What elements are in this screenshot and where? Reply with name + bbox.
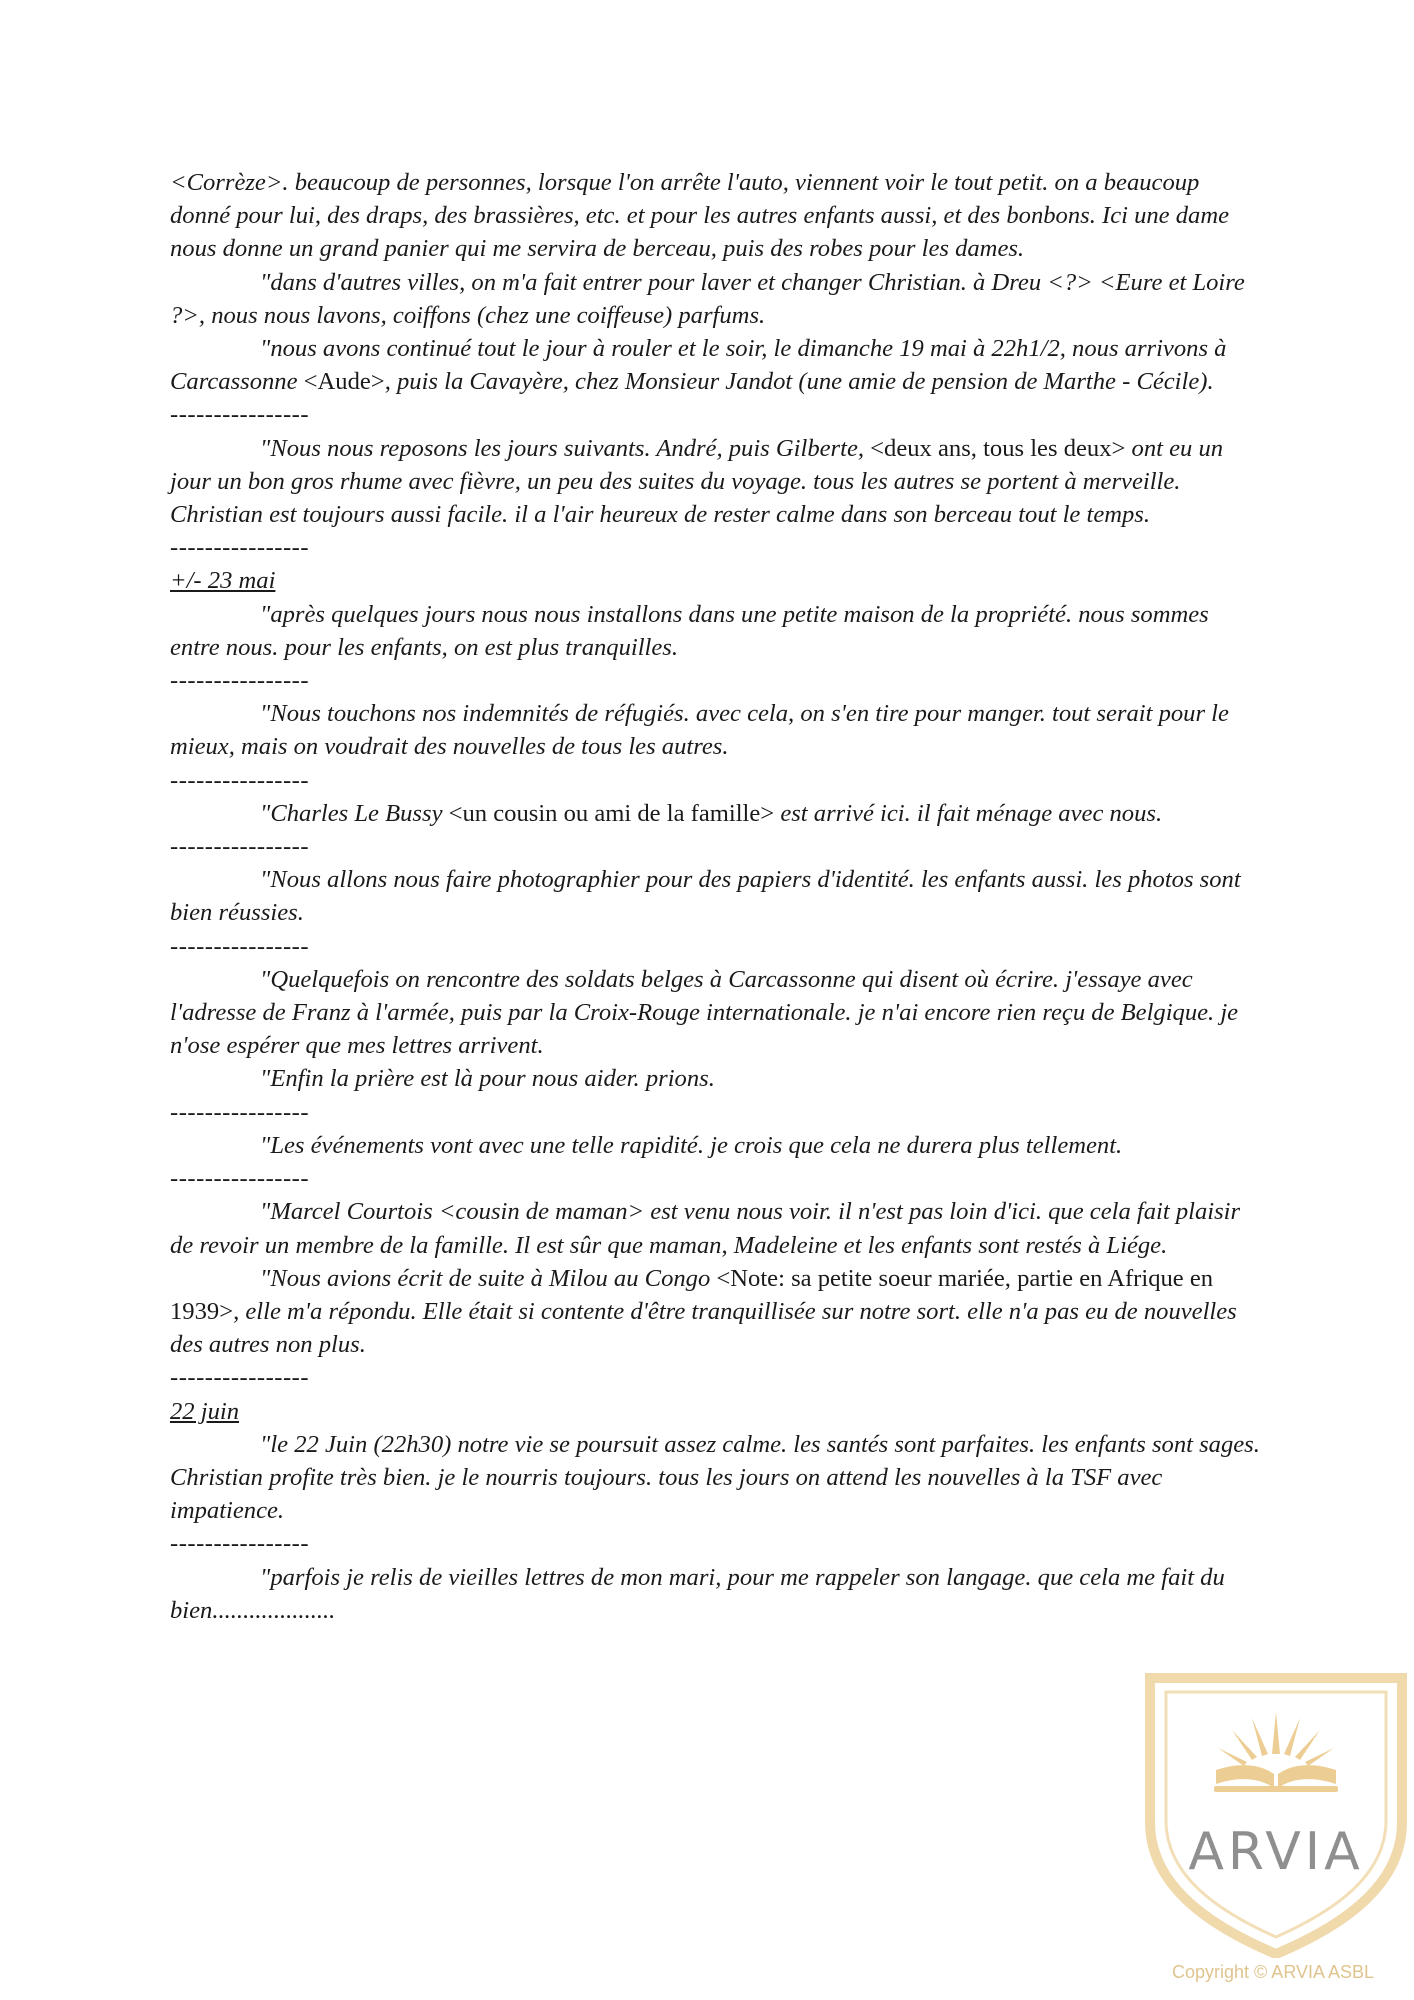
text-run: "Nous nous reposons les jours suivants. André, puis Gilberte, bbox=[260, 434, 871, 462]
text-run: , elle m'a répondu. Elle était si contente d'être tranquillisée sur notre sort. elle n'a pas eu de nouvelles des autres non plus. bbox=[170, 1297, 1237, 1359]
paragraph bbox=[170, 797, 1260, 830]
text-run: est arrivé ici. il fait ménage avec nous. bbox=[774, 799, 1163, 827]
text-run: ont eu un jour un bon gros rhume avec fièvre, un peu des suites du voyage. tous les autres se portent à merveille. Christian est toujours aussi facile. il a l'air heureux de rester calme dans son berceau tout le temps. bbox=[170, 434, 1224, 529]
text-run: "dans d'autres villes, on m'a fait entrer pour laver et changer Christian. à Dreu <?> <Eure et Loire ?>, nous nous lavons, coiffons (chez une coiffeuse) parfums. bbox=[170, 268, 1245, 329]
paragraph bbox=[170, 1062, 1260, 1095]
paragraph bbox=[170, 332, 1260, 398]
editor-note: <Note: sa petite soeur mariée, partie en Afrique en 1939> bbox=[170, 1264, 1214, 1325]
paragraph bbox=[170, 598, 1260, 664]
text-run: "après quelques jours nous nous installons dans une petite maison de la propriété. nous sommes entre nous. pour les enfants, on est plus tranquilles. bbox=[170, 600, 1209, 661]
separator-line: ---------------- bbox=[170, 1530, 310, 1558]
separator-line: ---------------- bbox=[170, 1165, 310, 1193]
paragraph bbox=[170, 1262, 1260, 1362]
separator-line: ---------------- bbox=[170, 667, 310, 695]
editor-note: <deux ans, tous les deux> bbox=[870, 434, 1126, 462]
document-body bbox=[170, 166, 1260, 1627]
date-heading: +/- 23 mai bbox=[170, 567, 276, 595]
text-run: "Nous touchons nos indemnités de réfugiés. avec cela, on s'en tire pour manger. tout serait pour le mieux, mais on voudrait des nouvelles de tous les autres. bbox=[170, 700, 1229, 761]
paragraph bbox=[170, 963, 1260, 1063]
text-run: "le 22 Juin (22h30) notre vie se poursuit assez calme. les santés sont parfaites. les enfants sont sages. Christian profite très bien. je le nourris toujours. tous les jours on attend les nouvelles à la TSF avec impatience. bbox=[170, 1430, 1260, 1525]
separator-line: ---------------- bbox=[170, 833, 310, 861]
arvia-shield-logo bbox=[1140, 1672, 1412, 1958]
paragraph bbox=[170, 1561, 1260, 1627]
separator-line: ---------------- bbox=[170, 1098, 310, 1126]
text-run: "Nous allons nous faire photographier pour des papiers d'identité. les enfants aussi. les photos sont bien réussies. bbox=[170, 866, 1241, 927]
text-run: "Nous avions écrit de suite à Milou au Congo bbox=[260, 1264, 717, 1292]
paragraph bbox=[170, 1428, 1260, 1528]
paragraph bbox=[170, 1195, 1260, 1261]
separator-line: ---------------- bbox=[170, 1364, 310, 1392]
separator-line: ---------------- bbox=[170, 534, 310, 562]
text-run: "Les événements vont avec une telle rapidité. je crois que cela ne durera plus tellement. bbox=[260, 1131, 1123, 1159]
separator-line: ---------------- bbox=[170, 766, 310, 794]
copyright-notice: Copyright © ARVIA ASBL bbox=[1172, 1962, 1375, 1982]
text-run: , puis la Cavayère, chez Monsieur Jandot (une amie de pension de Marthe - Cécile). bbox=[384, 368, 1214, 396]
text-run: "nous avons continué tout le jour à rouler et le soir, le dimanche 19 mai à 22h1/2, nous arrivons à Carcassonne bbox=[170, 335, 1227, 396]
paragraph bbox=[170, 697, 1260, 763]
text-run: "Enfin la prière est là pour nous aider. prions. bbox=[260, 1065, 715, 1093]
paragraph bbox=[170, 266, 1260, 332]
date-heading: 22 juin bbox=[170, 1397, 240, 1425]
text-run: "Quelquefois on rencontre des soldats belges à Carcassonne qui disent où écrire. j'essaye avec l'adresse de Franz à l'armée, puis par la Croix-Rouge internationale. je n'ai encore rien reçu de Belgique. je n'ose espérer que mes lettres arrivent. bbox=[170, 965, 1239, 1060]
text-run: "Marcel Courtois <cousin de maman> est venu nous voir. il n'est pas loin d'ici. que cela fait plaisir de revoir un membre de la famille. Il est sûr que maman, Madeleine et les enfants sont restés à Liége. bbox=[170, 1198, 1241, 1259]
editor-note: <un cousin ou ami de la famille> bbox=[448, 799, 775, 827]
paragraph bbox=[170, 1129, 1260, 1162]
paragraph bbox=[170, 432, 1260, 532]
separator-line: ---------------- bbox=[170, 401, 310, 429]
editor-note: <Aude> bbox=[303, 368, 385, 396]
separator-line: ---------------- bbox=[170, 932, 310, 960]
text-run: "parfois je relis de vieilles lettres de mon mari, pour me rappeler son langage. que cela me fait du bien.................... bbox=[170, 1563, 1225, 1624]
logo-text: ARVIA bbox=[1188, 1822, 1364, 1882]
text-run: <Corrèze>. beaucoup de personnes, lorsque l'on arrête l'auto, viennent voir le tout petit. on a beaucoup donné pour lui, des draps, des brassières, etc. et pour les autres enfants aussi, et des bonbons. Ici une dame nous donne un grand panier qui me servira de berceau, puis des robes pour les dames. bbox=[170, 169, 1230, 263]
text-run: "Charles Le Bussy bbox=[260, 799, 449, 827]
paragraph bbox=[170, 863, 1260, 929]
paragraph bbox=[170, 166, 1260, 266]
